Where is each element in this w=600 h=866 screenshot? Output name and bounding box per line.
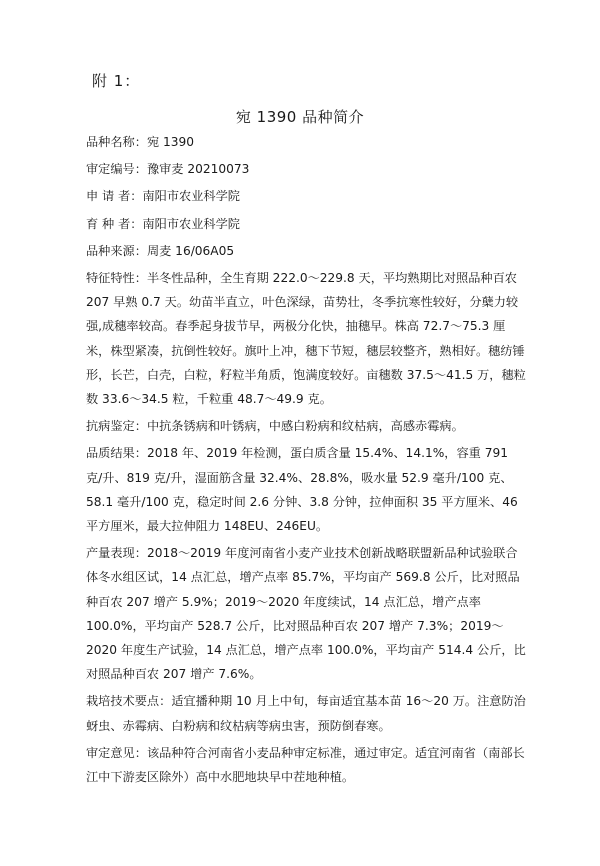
field-applicant: [86, 184, 526, 208]
field-variety-name: [86, 130, 526, 154]
field-value: 2018 年、2019 年检测，蛋白质含量 15.4%、14.1%，容重 791 克/升、819 克/升，湿面筋含量 32.4%、28.8%，吸水量 52.9 毫升/100 克、58.1 毫升/100 克，稳定时间 2.6 分钟、3.8 分钟，拉伸面积 35 平方厘米、46 平方厘米，最大拉伸阻力 148EU、246EU。: [86, 446, 518, 534]
field-variety-source: [86, 239, 526, 263]
field-breeder: [86, 212, 526, 236]
field-label: 审定编号：: [86, 162, 147, 177]
field-value: 南阳市农业科学院: [142, 216, 240, 231]
field-value: 宛 1390: [146, 135, 195, 149]
field-value: 豫审麦 20210073: [146, 162, 250, 177]
document-body: [86, 130, 526, 789]
field-label: 品种名称：: [86, 135, 147, 149]
appendix-label: 附 1：: [92, 72, 141, 90]
field-value: 适宜播种期 10 月上中旬，每亩适宜基本苗 16～20 万。注意防治蚜虫、赤霉病、白粉病和纹枯病等病虫害，预防倒春寒。: [86, 694, 526, 733]
field-cultivation-points: [86, 689, 526, 737]
field-label: 特征特性：: [86, 271, 147, 286]
field-characteristics: [86, 266, 526, 411]
field-value: 中抗条锈病和叶锈病，中感白粉病和纹枯病，高感赤霉病。: [146, 419, 464, 434]
document-title: 宛 1390 品种简介: [235, 108, 365, 126]
field-quality-results: [86, 441, 526, 538]
field-approval-opinion: [86, 741, 526, 789]
field-yield-performance: [86, 541, 526, 686]
field-approval-number: [86, 157, 526, 181]
field-label: 抗病鉴定：: [86, 419, 147, 434]
field-label: 申 请 者：: [86, 189, 143, 204]
field-value: 周麦 16/06A05: [146, 243, 235, 258]
field-label: 栽培技术要点：: [86, 694, 172, 709]
field-label: 产量表现：: [86, 546, 147, 561]
field-value: 半冬性品种，全生育期 222.0～229.8 天，平均熟期比对照品种百农 207 早熟 0.7 天。幼苗半直立，叶色深绿，苗势壮，冬季抗寒性较好，分蘖力较强,成穗率较高。春季起身拔节早，两极分化快，抽穗早。株高 72.7～75.3 厘米，株型紧凑，抗倒性较好。旗叶上冲，穗下节短，穗层较整齐，熟相好。穗纺锤形，长芒，白壳，白粒，籽粒半角质，饱满度较好。亩穗数 37.5～41.5 万，穗粒数 33.6～34.5 粒，千粒重 48.7～49.9 克。: [86, 271, 526, 407]
field-value: 该品种符合河南省小麦品种审定标准，通过审定。适宜河南省（南部长江中下游麦区除外）高中水肥地块早中茬地种植。: [86, 745, 525, 785]
field-label: 育 种 者：: [86, 216, 143, 231]
field-label: 审定意见：: [86, 745, 147, 760]
field-value: 2018～2019 年度河南省小麦产业技术创新战略联盟新品种试验联合体冬水组区试，14 点汇总，增产点率 85.7%，平均亩产 569.8 公斤，比对照品种百农 207 增产 5.9%；2019～2020 年度续试，14 点汇总，增产点率 100.0%，平均亩产 528.7 公斤，比对照品种百农 207 增产 7.3%；2019～2020 年度生产试验，14 点汇总，增产点率 100.0%，平均亩产 514.4 公斤，比对照品种百农 207 增产 7.6%。: [86, 546, 526, 682]
field-label: 品质结果：: [86, 446, 147, 461]
field-label: 品种来源：: [86, 243, 147, 258]
field-value: 南阳市农业科学院: [142, 189, 240, 204]
field-disease-resistance: [86, 414, 526, 438]
